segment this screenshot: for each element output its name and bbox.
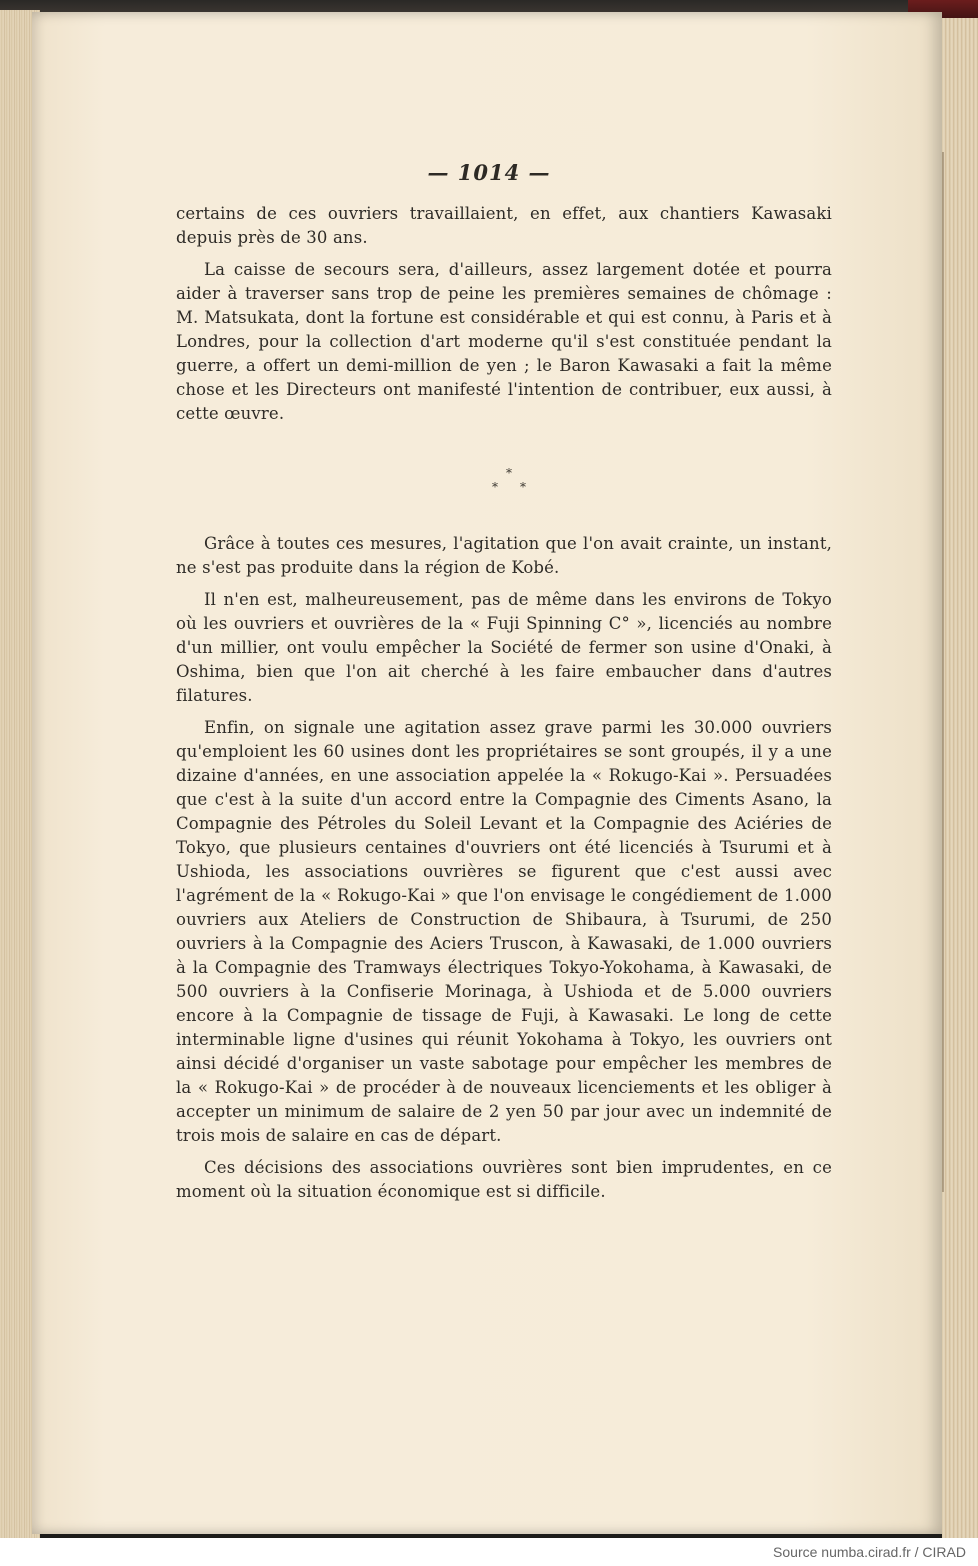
paragraph: Il n'en est, malheureusement, pas de même dans les environs de Tokyo où les ouvriers et ouvrières de la « Fuji Spinning C° », licenciés au nombre d'un millier, ont voulu empêcher la Société de fermer son usine d'Onaki, à Oshima, bien que l'on ait cherché à les faire embaucher dans d'autres filatures. bbox=[176, 590, 832, 705]
paragraph: Grâce à toutes ces mesures, l'agitation que l'on avait crainte, un instant, ne s'est pas produite dans la région de Kobé. bbox=[176, 534, 832, 577]
paragraph: Enfin, on signale une agitation assez grave parmi les 30.000 ouvriers qu'emploient les 60 usines dont les propriétaires se sont groupés, il y a une dizaine d'années, en une association appelée la « Rokugo-Kai ». Persuadées que c'est à la suite d'un accord entre la Compagnie des Ciments Asano, la Compagnie des Pétroles du Soleil Levant et la Compagnie des Aciéries de Tokyo, que plusieurs centaines d'ouvriers ont été licenciés à Tsurumi et à Ushioda, les associations ouvrières se figurent que c'est aussi avec l'agrément de la « Rokugo-Kai » que l'on envisage le congédiement de 1.000 ouvriers aux Ateliers de Construction de Shibaura, à Tsurumi, de 250 ouvriers à la Compagnie des Aciers Truscon, à Kawasaki, de 1.000 ouvriers à la Compagnie des Tramways électriques Tokyo-Yokohama, à Kawasaki, de 500 ouvriers à la Confiserie Morinaga, à Ushioda et de 5.000 ouvriers encore à la Compagnie de tissage de Fuji, à Kawasaki. Le long de cette interminable ligne d'usines qui réunit Yokohama à Tokyo, les ouvriers ont ainsi décidé d'organiser un vaste sabotage pour empêcher les membres de la « Rokugo-Kai » de procéder à de nouveaux licenciements et les obliger à accepter un minimum de salaire de 2 yen 50 par jour avec un indemnité de trois mois de salaire en cas de départ. bbox=[176, 718, 832, 1145]
separator-star: * bbox=[492, 480, 498, 494]
paragraph: certains de ces ouvriers travaillaient, en effet, aux chantiers Kawasaki depuis près de 30 ans. bbox=[176, 204, 832, 247]
paragraph: La caisse de secours sera, d'ailleurs, assez largement dotée et pourra aider à traverser sans trop de peine les premières semaines de chômage : M. Matsukata, dont la fortune est considérable et qui est connu, à Paris et à Londres, pour la collection d'art moderne qu'il s'est constituée pendant la guerre, a offert un demi-million de yen ; le Baron Kawasaki a fait la même chose et les Directeurs ont manifesté l'intention de contribuer, eux aussi, à cette œuvre. bbox=[176, 260, 832, 423]
separator-star: * bbox=[506, 466, 512, 480]
text-block-bottom bbox=[176, 532, 832, 1212]
separator-star: * bbox=[520, 480, 526, 494]
page-number: — 1014 — bbox=[427, 160, 551, 185]
source-credit: Source numba.cirad.fr / CIRAD bbox=[773, 1544, 966, 1560]
paragraph: Ces décisions des associations ouvrières sont bien imprudentes, en ce moment où la situation économique est si difficile. bbox=[176, 1158, 832, 1201]
margin-line bbox=[942, 152, 944, 1192]
book-page-edges-right bbox=[942, 18, 978, 1538]
text-block-top bbox=[176, 202, 832, 434]
section-separator bbox=[460, 466, 560, 506]
scan-top-edge bbox=[0, 0, 978, 12]
